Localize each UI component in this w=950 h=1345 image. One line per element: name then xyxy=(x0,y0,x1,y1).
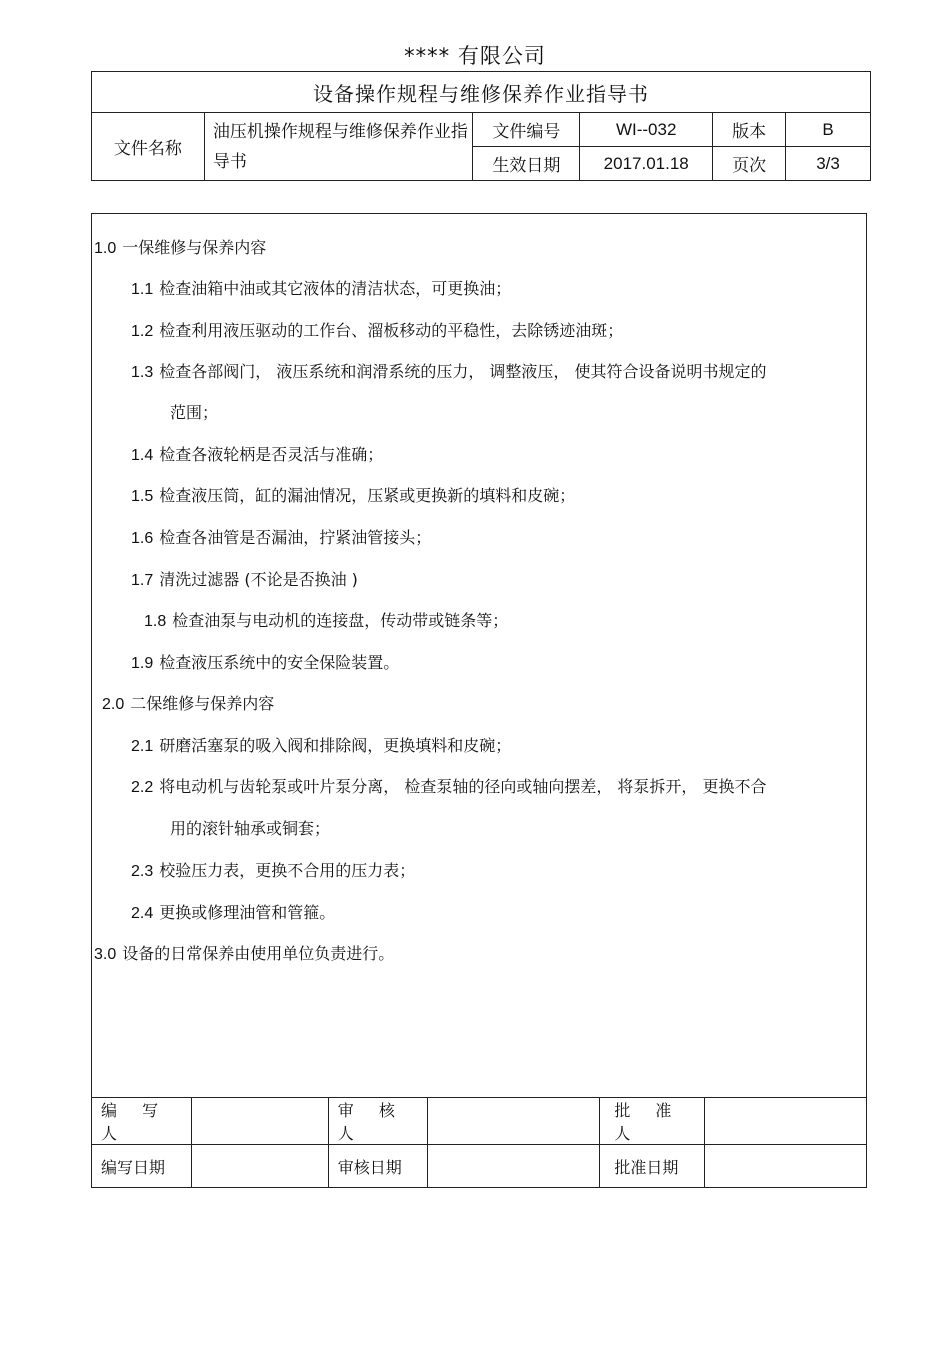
review-date-field[interactable] xyxy=(428,1145,600,1188)
section-item: 1.4 检查各液轮柄是否灵活与准确； xyxy=(131,445,384,464)
writer-label: 编 写 人 xyxy=(92,1098,192,1145)
section-item: 1.3 检查各部阀门， 液压系统和润滑系统的压力， 调整液压， 使其符合设备说明书规定的 xyxy=(131,362,767,381)
section-item: 2.1 研磨活塞泵的吸入阀和排除阀，更换填料和皮碗； xyxy=(131,736,512,755)
file-no-label: 文件编号 xyxy=(473,113,580,147)
section-item: 1.5 检查液压筒，缸的漏油情况，压紧或更换新的填料和皮碗； xyxy=(131,486,576,505)
section-item: 用的滚针轴承或铜套； xyxy=(170,819,331,838)
section-item: 2.0 二保维修与保养内容 xyxy=(102,694,275,713)
approve-date-field[interactable] xyxy=(704,1145,866,1188)
writer-field[interactable] xyxy=(191,1098,328,1145)
company-name: **** 有限公司 xyxy=(404,44,546,68)
section-item: 1.9 检查液压系统中的安全保险装置。 xyxy=(131,653,400,672)
section-item: 2.2 将电动机与齿轮泵或叶片泵分离， 检查泵轴的径向或轴向摆差， 将泵拆开， 更换不合 xyxy=(131,777,767,796)
reviewer-label: 审 核 人 xyxy=(328,1098,428,1145)
write-date-field[interactable] xyxy=(191,1145,328,1188)
section-item: 1.8 检查油泵与电动机的连接盘，传动带或链条等； xyxy=(144,611,509,630)
version-label: 版本 xyxy=(713,113,786,147)
page-value: 3/3 xyxy=(786,147,871,181)
section-item: 范围； xyxy=(170,403,219,422)
section-item: 3.0 设备的日常保养由使用单位负责进行。 xyxy=(94,944,395,963)
file-name-value: 油压机操作规程与维修保养作业指导书 xyxy=(204,113,473,181)
approver-label: 批 准 人 xyxy=(600,1098,705,1145)
review-date-label: 审核日期 xyxy=(328,1145,428,1188)
page-label: 页次 xyxy=(713,147,786,181)
section-item: 1.2 检查利用液压驱动的工作台、溜板移动的平稳性，去除锈迹油斑； xyxy=(131,321,624,340)
section-item: 1.0 一保维修与保养内容 xyxy=(94,238,267,257)
reviewer-field[interactable] xyxy=(428,1098,600,1145)
file-name-label: 文件名称 xyxy=(92,113,205,181)
section-item: 1.7 清洗过滤器 (不论是否换油 ) xyxy=(131,570,358,589)
document-title: 设备操作规程与维修保养作业指导书 xyxy=(92,72,871,113)
file-no-value: WI--032 xyxy=(580,113,713,147)
approve-date-label: 批准日期 xyxy=(600,1145,705,1188)
section-item: 2.4 更换或修理油管和管箍。 xyxy=(131,903,336,922)
signature-table xyxy=(91,1097,867,1188)
approver-field[interactable] xyxy=(704,1098,866,1145)
content-box xyxy=(91,213,867,1098)
header-table xyxy=(91,71,871,181)
effective-date-value: 2017.01.18 xyxy=(580,147,713,181)
section-item: 2.3 校验压力表，更换不合用的压力表； xyxy=(131,861,416,880)
effective-date-label: 生效日期 xyxy=(473,147,580,181)
section-item: 1.6 检查各油管是否漏油，拧紧油管接头； xyxy=(131,528,432,547)
section-item: 1.1 检查油箱中油或其它液体的清洁状态，可更换油； xyxy=(131,279,512,298)
write-date-label: 编写日期 xyxy=(92,1145,192,1188)
version-value: B xyxy=(786,113,871,147)
